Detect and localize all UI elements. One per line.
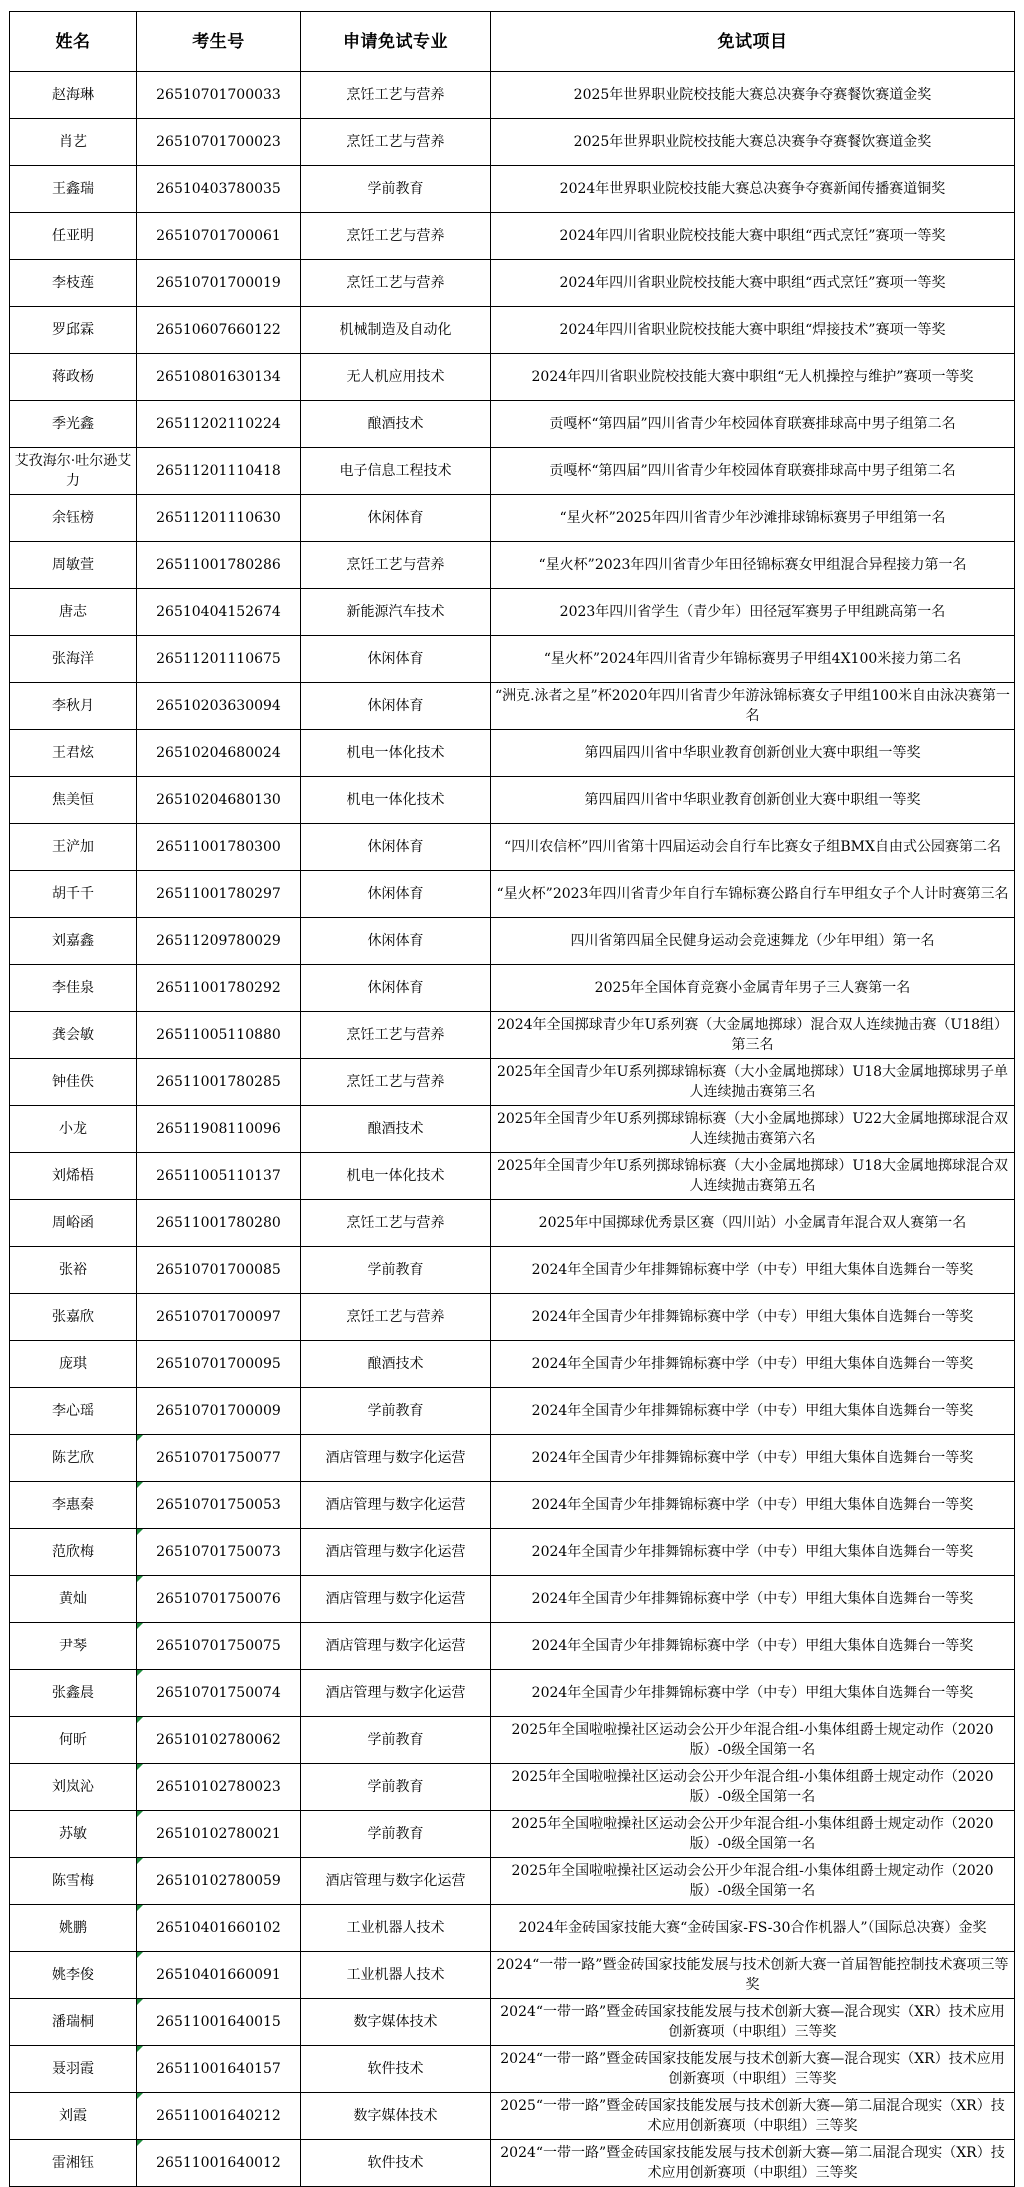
table-row — [10, 1012, 1015, 1059]
cell-exam-no: 26510701700023 — [137, 119, 301, 166]
cell-name: 陈雪梅 — [10, 1858, 137, 1905]
cell-name: 姚李俊 — [10, 1952, 137, 1999]
cell-project: 2025年全国青少年U系列掷球锦标赛（大小金属地掷球）U18大金属地掷球混合双人连续抛击赛第五名 — [491, 1153, 1015, 1200]
cell-exam-no: 26511201110418 — [137, 448, 301, 495]
table-row — [10, 1717, 1015, 1764]
cell-project: 2024年金砖国家技能大赛“金砖国家-FS-30合作机器人”（国际总决赛）金奖 — [491, 1905, 1015, 1952]
exemption-table — [9, 11, 1015, 2187]
table-row — [10, 1576, 1015, 1623]
table-row — [10, 213, 1015, 260]
cell-major: 酒店管理与数字化运营 — [301, 1858, 491, 1905]
cell-exam-no: 26511001780300 — [137, 824, 301, 871]
cell-name: 罗邱霖 — [10, 307, 137, 354]
cell-project: 2024“一带一路”暨金砖国家技能发展与技术创新大赛—第二届混合现实（XR）技术应用创新赛项（中职组）三等奖 — [491, 2140, 1015, 2187]
cell-name: 李心瑶 — [10, 1388, 137, 1435]
cell-project: 2025年中国掷球优秀景区赛（四川站）小金属青年混合双人赛第一名 — [491, 1200, 1015, 1247]
cell-project: 2024年全国青少年排舞锦标赛中学（中专）甲组大集体自选舞台一等奖 — [491, 1482, 1015, 1529]
cell-exam-no: 26510701700009 — [137, 1388, 301, 1435]
cell-project: 2025年全国青少年U系列掷球锦标赛（大小金属地掷球）U18大金属地掷球男子单人连续抛击赛第三名 — [491, 1059, 1015, 1106]
cell-exam-no: 26511908110096 — [137, 1106, 301, 1153]
cell-name: 刘烯梧 — [10, 1153, 137, 1200]
cell-project: 2024年全国青少年排舞锦标赛中学（中专）甲组大集体自选舞台一等奖 — [491, 1435, 1015, 1482]
cell-major: 休闲体育 — [301, 824, 491, 871]
header-major: 申请免试专业 — [301, 12, 491, 72]
cell-project: 2024年四川省职业院校技能大赛中职组“无人机操控与维护”赛项一等奖 — [491, 354, 1015, 401]
cell-name: 张鑫晨 — [10, 1670, 137, 1717]
cell-major: 学前教育 — [301, 1247, 491, 1294]
cell-exam-no: 26510203630094 — [137, 683, 301, 730]
cell-name: 小龙 — [10, 1106, 137, 1153]
cell-name: 周峪函 — [10, 1200, 137, 1247]
cell-name: 潘瑞桐 — [10, 1999, 137, 2046]
table-row — [10, 354, 1015, 401]
cell-exam-no: 26511001640015 — [137, 1999, 301, 2046]
table-row — [10, 871, 1015, 918]
table-row — [10, 683, 1015, 730]
cell-name: 蒋政杨 — [10, 354, 137, 401]
cell-project: 第四届四川省中华职业教育创新创业大赛中职组一等奖 — [491, 730, 1015, 777]
table-row — [10, 1200, 1015, 1247]
cell-major: 电子信息工程技术 — [301, 448, 491, 495]
cell-exam-no: 26510701700061 — [137, 213, 301, 260]
cell-name: 余钰榜 — [10, 495, 137, 542]
table-row — [10, 1153, 1015, 1200]
cell-major: 休闲体育 — [301, 918, 491, 965]
cell-exam-no: 26510401660091 — [137, 1952, 301, 1999]
cell-project: 第四届四川省中华职业教育创新创业大赛中职组一等奖 — [491, 777, 1015, 824]
cell-major: 学前教育 — [301, 1764, 491, 1811]
cell-major: 学前教育 — [301, 1811, 491, 1858]
cell-exam-no: 26510102780062 — [137, 1717, 301, 1764]
cell-project: 2025年全国啦啦操社区运动会公开少年混合组-小集体组爵士规定动作（2020版）-0级全国第一名 — [491, 1811, 1015, 1858]
cell-major: 烹饪工艺与营养 — [301, 213, 491, 260]
cell-major: 酒店管理与数字化运营 — [301, 1670, 491, 1717]
cell-exam-no: 26510701750074 — [137, 1670, 301, 1717]
cell-exam-no: 26510701750053 — [137, 1482, 301, 1529]
cell-major: 数字媒体技术 — [301, 2093, 491, 2140]
cell-exam-no: 26511001640157 — [137, 2046, 301, 2093]
table-row — [10, 1247, 1015, 1294]
cell-name: 雷湘钰 — [10, 2140, 137, 2187]
cell-name: 张海洋 — [10, 636, 137, 683]
cell-name: 范欣梅 — [10, 1529, 137, 1576]
cell-major: 烹饪工艺与营养 — [301, 1012, 491, 1059]
cell-project: 2024年四川省职业院校技能大赛中职组“西式烹饪”赛项一等奖 — [491, 260, 1015, 307]
cell-name: 任亚明 — [10, 213, 137, 260]
header-project: 免试项目 — [491, 12, 1015, 72]
table-row — [10, 1905, 1015, 1952]
cell-exam-no: 26510701700033 — [137, 72, 301, 119]
cell-name: 王君炫 — [10, 730, 137, 777]
table-row — [10, 1670, 1015, 1717]
cell-project: 2025年全国青少年U系列掷球锦标赛（大小金属地掷球）U22大金属地掷球混合双人连续抛击赛第六名 — [491, 1106, 1015, 1153]
cell-exam-no: 26511201110675 — [137, 636, 301, 683]
cell-major: 烹饪工艺与营养 — [301, 542, 491, 589]
cell-project: 2025年全国啦啦操社区运动会公开少年混合组-小集体组爵士规定动作（2020版）-0级全国第一名 — [491, 1858, 1015, 1905]
cell-major: 休闲体育 — [301, 683, 491, 730]
cell-major: 工业机器人技术 — [301, 1952, 491, 1999]
table-row — [10, 1059, 1015, 1106]
cell-exam-no: 26511001640012 — [137, 2140, 301, 2187]
table-row — [10, 824, 1015, 871]
cell-major: 酒店管理与数字化运营 — [301, 1529, 491, 1576]
cell-major: 机电一体化技术 — [301, 730, 491, 777]
cell-name: 赵海琳 — [10, 72, 137, 119]
cell-name: 龚会敏 — [10, 1012, 137, 1059]
cell-project: 2023年四川省学生（青少年）田径冠军赛男子甲组跳高第一名 — [491, 589, 1015, 636]
cell-name: 李秋月 — [10, 683, 137, 730]
cell-major: 学前教育 — [301, 166, 491, 213]
table-row — [10, 965, 1015, 1012]
cell-major: 酒店管理与数字化运营 — [301, 1435, 491, 1482]
table-row — [10, 1388, 1015, 1435]
table-row — [10, 1341, 1015, 1388]
cell-major: 软件技术 — [301, 2046, 491, 2093]
cell-major: 新能源汽车技术 — [301, 589, 491, 636]
cell-project: 2024年全国青少年排舞锦标赛中学（中专）甲组大集体自选舞台一等奖 — [491, 1341, 1015, 1388]
cell-name: 李佳泉 — [10, 965, 137, 1012]
cell-major: 酒店管理与数字化运营 — [301, 1623, 491, 1670]
cell-major: 机电一体化技术 — [301, 1153, 491, 1200]
cell-name: 唐志 — [10, 589, 137, 636]
cell-major: 休闲体育 — [301, 871, 491, 918]
cell-name: 艾孜海尔·吐尔逊艾力 — [10, 448, 137, 495]
cell-project: “星火杯”2024年四川省青少年锦标赛男子甲组4X100米接力第二名 — [491, 636, 1015, 683]
cell-exam-no: 26510204680130 — [137, 777, 301, 824]
cell-exam-no: 26511201110630 — [137, 495, 301, 542]
cell-exam-no: 26511005110137 — [137, 1153, 301, 1200]
cell-name: 苏敏 — [10, 1811, 137, 1858]
cell-exam-no: 26511202110224 — [137, 401, 301, 448]
table-row — [10, 918, 1015, 965]
table-row — [10, 448, 1015, 495]
table-row — [10, 1482, 1015, 1529]
cell-project: 2024年全国青少年排舞锦标赛中学（中专）甲组大集体自选舞台一等奖 — [491, 1529, 1015, 1576]
table-row — [10, 401, 1015, 448]
cell-project: 2025年全国啦啦操社区运动会公开少年混合组-小集体组爵士规定动作（2020版）-0级全国第一名 — [491, 1764, 1015, 1811]
cell-project: “星火杯”2023年四川省青少年田径锦标赛女甲组混合异程接力第一名 — [491, 542, 1015, 589]
cell-project: 2025“一带一路”暨金砖国家技能发展与技术创新大赛—第二届混合现实（XR）技术应用创新赛项（中职组）三等奖 — [491, 2093, 1015, 2140]
cell-exam-no: 26511209780029 — [137, 918, 301, 965]
cell-name: 王鑫瑞 — [10, 166, 137, 213]
cell-name: 季光鑫 — [10, 401, 137, 448]
cell-major: 数字媒体技术 — [301, 1999, 491, 2046]
cell-exam-no: 26510102780023 — [137, 1764, 301, 1811]
cell-name: 焦美恒 — [10, 777, 137, 824]
cell-major: 休闲体育 — [301, 965, 491, 1012]
cell-exam-no: 26511005110880 — [137, 1012, 301, 1059]
cell-name: 何昕 — [10, 1717, 137, 1764]
table-row — [10, 1952, 1015, 1999]
cell-name: 姚鹏 — [10, 1905, 137, 1952]
cell-major: 学前教育 — [301, 1388, 491, 1435]
cell-project: “四川农信杯”四川省第十四届运动会自行车比赛女子组BMX自由式公园赛第二名 — [491, 824, 1015, 871]
header-row — [10, 12, 1015, 72]
cell-exam-no: 26511001640212 — [137, 2093, 301, 2140]
table-header — [10, 12, 1015, 72]
cell-major: 酿酒技术 — [301, 1106, 491, 1153]
table-row — [10, 1858, 1015, 1905]
cell-project: 2024年全国掷球青少年U系列赛（大金属地掷球）混合双人连续抛击赛（U18组）第三名 — [491, 1012, 1015, 1059]
table-row — [10, 495, 1015, 542]
cell-project: 2024年世界职业院校技能大赛总决赛争夺赛新闻传播赛道铜奖 — [491, 166, 1015, 213]
cell-name: 张嘉欣 — [10, 1294, 137, 1341]
cell-project: 四川省第四届全民健身运动会竞速舞龙（少年甲组）第一名 — [491, 918, 1015, 965]
cell-major: 烹饪工艺与营养 — [301, 1200, 491, 1247]
cell-project: 2025年世界职业院校技能大赛总决赛争夺赛餐饮赛道金奖 — [491, 119, 1015, 166]
cell-name: 刘嘉鑫 — [10, 918, 137, 965]
cell-name: 张裕 — [10, 1247, 137, 1294]
cell-major: 机电一体化技术 — [301, 777, 491, 824]
header-name: 姓名 — [10, 12, 137, 72]
cell-major: 酿酒技术 — [301, 401, 491, 448]
cell-major: 烹饪工艺与营养 — [301, 72, 491, 119]
table-row — [10, 1294, 1015, 1341]
cell-project: 2024“一带一路”暨金砖国家技能发展与技术创新大赛—混合现实（XR）技术应用创新赛项（中职组）三等奖 — [491, 2046, 1015, 2093]
table-row — [10, 777, 1015, 824]
cell-project: 2024年全国青少年排舞锦标赛中学（中专）甲组大集体自选舞台一等奖 — [491, 1388, 1015, 1435]
cell-project: “洲克.泳者之星”杯2020年四川省青少年游泳锦标赛女子甲组100米自由泳决赛第一名 — [491, 683, 1015, 730]
cell-exam-no: 26510801630134 — [137, 354, 301, 401]
cell-project: 2025年世界职业院校技能大赛总决赛争夺赛餐饮赛道金奖 — [491, 72, 1015, 119]
cell-exam-no: 26511001780286 — [137, 542, 301, 589]
cell-project: 2024年全国青少年排舞锦标赛中学（中专）甲组大集体自选舞台一等奖 — [491, 1247, 1015, 1294]
cell-project: “星火杯”2025年四川省青少年沙滩排球锦标赛男子甲组第一名 — [491, 495, 1015, 542]
cell-name: 李惠秦 — [10, 1482, 137, 1529]
cell-exam-no: 26510701700097 — [137, 1294, 301, 1341]
cell-project: 贡嘎杯“第四届”四川省青少年校园体育联赛排球高中男子组第二名 — [491, 448, 1015, 495]
cell-name: 胡千千 — [10, 871, 137, 918]
cell-major: 无人机应用技术 — [301, 354, 491, 401]
cell-exam-no: 26510701750077 — [137, 1435, 301, 1482]
cell-project: “星火杯”2023年四川省青少年自行车锦标赛公路自行车甲组女子个人计时赛第三名 — [491, 871, 1015, 918]
cell-project: 贡嘎杯“第四届”四川省青少年校园体育联赛排球高中男子组第二名 — [491, 401, 1015, 448]
cell-name: 陈艺欣 — [10, 1435, 137, 1482]
table-row — [10, 1623, 1015, 1670]
cell-name: 庞琪 — [10, 1341, 137, 1388]
cell-major: 休闲体育 — [301, 636, 491, 683]
table-row — [10, 260, 1015, 307]
cell-project: 2024“一带一路”暨金砖国家技能发展与技术创新大赛—混合现实（XR）技术应用创新赛项（中职组）三等奖 — [491, 1999, 1015, 2046]
cell-major: 机械制造及自动化 — [301, 307, 491, 354]
cell-exam-no: 26510701750075 — [137, 1623, 301, 1670]
cell-exam-no: 26510701700019 — [137, 260, 301, 307]
table-row — [10, 1764, 1015, 1811]
cell-name: 聂羽霞 — [10, 2046, 137, 2093]
cell-name: 刘霞 — [10, 2093, 137, 2140]
cell-exam-no: 26511001780285 — [137, 1059, 301, 1106]
cell-name: 黄灿 — [10, 1576, 137, 1623]
cell-exam-no: 26510102780059 — [137, 1858, 301, 1905]
cell-major: 酒店管理与数字化运营 — [301, 1576, 491, 1623]
cell-project: 2024年全国青少年排舞锦标赛中学（中专）甲组大集体自选舞台一等奖 — [491, 1623, 1015, 1670]
cell-exam-no: 26510404152674 — [137, 589, 301, 636]
cell-exam-no: 26510403780035 — [137, 166, 301, 213]
cell-exam-no: 26510701700085 — [137, 1247, 301, 1294]
table-body — [10, 72, 1015, 2187]
cell-project: 2024“一带一路”暨金砖国家技能发展与技术创新大赛一首届智能控制技术赛项三等奖 — [491, 1952, 1015, 1999]
cell-project: 2025年全国啦啦操社区运动会公开少年混合组-小集体组爵士规定动作（2020版）-0级全国第一名 — [491, 1717, 1015, 1764]
cell-major: 工业机器人技术 — [301, 1905, 491, 1952]
cell-exam-no: 26510607660122 — [137, 307, 301, 354]
cell-exam-no: 26510401660102 — [137, 1905, 301, 1952]
cell-project: 2024年全国青少年排舞锦标赛中学（中专）甲组大集体自选舞台一等奖 — [491, 1294, 1015, 1341]
table-row — [10, 589, 1015, 636]
table-row — [10, 1999, 1015, 2046]
cell-name: 王浐加 — [10, 824, 137, 871]
cell-major: 酿酒技术 — [301, 1341, 491, 1388]
cell-major: 烹饪工艺与营养 — [301, 119, 491, 166]
cell-name: 李枝莲 — [10, 260, 137, 307]
cell-major: 烹饪工艺与营养 — [301, 1294, 491, 1341]
table-row — [10, 636, 1015, 683]
table-row — [10, 166, 1015, 213]
cell-name: 肖艺 — [10, 119, 137, 166]
table-row — [10, 1106, 1015, 1153]
table-row — [10, 2093, 1015, 2140]
cell-name: 钟佳佚 — [10, 1059, 137, 1106]
cell-exam-no: 26510204680024 — [137, 730, 301, 777]
cell-major: 烹饪工艺与营养 — [301, 260, 491, 307]
cell-exam-no: 26511001780280 — [137, 1200, 301, 1247]
cell-name: 尹琴 — [10, 1623, 137, 1670]
table-row — [10, 307, 1015, 354]
table-row — [10, 1529, 1015, 1576]
cell-name: 刘岚沁 — [10, 1764, 137, 1811]
cell-exam-no: 26510102780021 — [137, 1811, 301, 1858]
cell-project: 2024年全国青少年排舞锦标赛中学（中专）甲组大集体自选舞台一等奖 — [491, 1576, 1015, 1623]
table-row — [10, 2046, 1015, 2093]
cell-exam-no: 26511001780297 — [137, 871, 301, 918]
cell-exam-no: 26510701700095 — [137, 1341, 301, 1388]
cell-exam-no: 26510701750073 — [137, 1529, 301, 1576]
cell-major: 软件技术 — [301, 2140, 491, 2187]
cell-exam-no: 26511001780292 — [137, 965, 301, 1012]
table-row — [10, 1435, 1015, 1482]
cell-name: 周敏萱 — [10, 542, 137, 589]
table-row — [10, 72, 1015, 119]
header-exam-no: 考生号 — [137, 12, 301, 72]
cell-major: 酒店管理与数字化运营 — [301, 1482, 491, 1529]
cell-project: 2025年全国体育竞赛小金属青年男子三人赛第一名 — [491, 965, 1015, 1012]
cell-project: 2024年四川省职业院校技能大赛中职组“焊接技术”赛项一等奖 — [491, 307, 1015, 354]
table-row — [10, 542, 1015, 589]
cell-major: 学前教育 — [301, 1717, 491, 1764]
table-row — [10, 730, 1015, 777]
table-row — [10, 119, 1015, 166]
table-row — [10, 1811, 1015, 1858]
table-row — [10, 2140, 1015, 2187]
cell-major: 烹饪工艺与营养 — [301, 1059, 491, 1106]
cell-major: 休闲体育 — [301, 495, 491, 542]
cell-exam-no: 26510701750076 — [137, 1576, 301, 1623]
cell-project: 2024年四川省职业院校技能大赛中职组“西式烹饪”赛项一等奖 — [491, 213, 1015, 260]
cell-project: 2024年全国青少年排舞锦标赛中学（中专）甲组大集体自选舞台一等奖 — [491, 1670, 1015, 1717]
